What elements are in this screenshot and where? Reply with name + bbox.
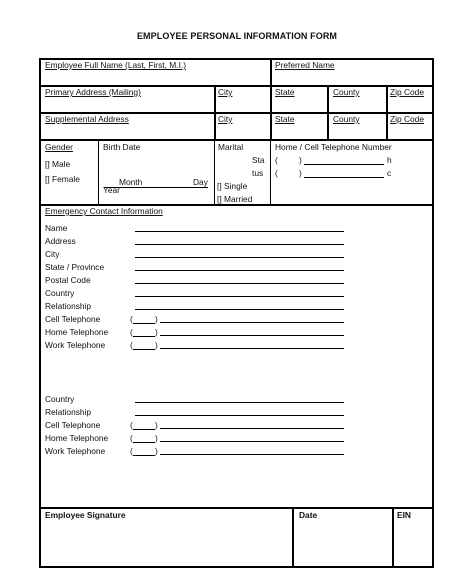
col-divider-birth [98, 139, 99, 205]
ec1-cell-paren-close: ) [155, 314, 158, 324]
ec1-name-line[interactable] [135, 231, 344, 232]
col-divider-city [214, 85, 216, 140]
marital-status-sta: Sta [252, 155, 265, 165]
ec2-cell-area-line[interactable] [133, 429, 155, 430]
year-label: Year [103, 185, 120, 195]
day-label: Day [193, 177, 208, 187]
marital-label: Marital [218, 142, 244, 152]
marital-status-tus: tus [252, 168, 264, 178]
col-divider-county [327, 85, 329, 140]
ec1-home-paren-open: ( [130, 327, 133, 337]
col-divider-marital [214, 139, 215, 205]
ec1-home-paren-close: ) [155, 327, 158, 337]
ec1-city-line[interactable] [135, 257, 344, 258]
emergency-header: Emergency Contact Information [45, 206, 163, 216]
ec2-cell-line[interactable] [160, 428, 344, 429]
home-phone-line[interactable] [304, 164, 384, 165]
male-checkbox[interactable]: [] Male [45, 159, 71, 169]
ec1-postal-line[interactable] [135, 283, 344, 284]
ec2-country-line[interactable] [135, 402, 344, 403]
ec2-cell-paren-close: ) [155, 420, 158, 430]
ec1-country-label: Country [45, 288, 75, 298]
ec1-cell-paren-open: ( [130, 314, 133, 324]
primary-state-label: State [275, 87, 295, 97]
ec2-work-line[interactable] [160, 454, 344, 455]
ec1-state-label: State / Province [45, 262, 105, 272]
primary-city-label: City [218, 87, 233, 97]
birth-date-label: Birth Date [103, 142, 141, 152]
primary-address-label: Primary Address (Mailing) [45, 87, 141, 97]
row-divider-5 [39, 507, 434, 509]
ec1-cell-area-line[interactable] [133, 323, 155, 324]
ec1-cell-label: Cell Telephone [45, 314, 101, 324]
ec2-home-paren-close: ) [155, 433, 158, 443]
ec1-work-paren-close: ) [155, 340, 158, 350]
ec1-relationship-label: Relationship [45, 301, 92, 311]
female-checkbox[interactable]: [] Female [45, 174, 80, 184]
ec2-country-label: Country [45, 394, 75, 404]
cell-phone-line[interactable] [304, 177, 384, 178]
date-label: Date [299, 510, 318, 520]
primary-county-label: County [333, 87, 360, 97]
supplemental-zip-label: Zip Code [390, 114, 424, 124]
col-divider-state [270, 85, 272, 140]
ec2-relationship-line[interactable] [135, 415, 344, 416]
ec1-address-line[interactable] [135, 244, 344, 245]
ec2-home-area-line[interactable] [133, 442, 155, 443]
month-label: Month [119, 177, 143, 187]
ec2-home-line[interactable] [160, 441, 344, 442]
ein-label: EIN [397, 510, 411, 520]
ec1-home-line[interactable] [160, 335, 344, 336]
ec1-postal-label: Postal Code [45, 275, 91, 285]
ec1-state-line[interactable] [135, 270, 344, 271]
col-divider-ein [392, 507, 394, 568]
ec2-home-label: Home Telephone [45, 433, 109, 443]
ec2-cell-label: Cell Telephone [45, 420, 101, 430]
col-divider-date [292, 507, 294, 568]
preferred-name-label: Preferred Name [275, 60, 335, 70]
ec1-name-label: Name [45, 223, 68, 233]
phone-header-label: Home / Cell Telephone Number [275, 142, 392, 152]
primary-zip-label: Zip Code [390, 87, 424, 97]
ec1-country-line[interactable] [135, 296, 344, 297]
employee-signature-label: Employee Signature [45, 510, 126, 520]
home-phone-paren-open: ( [275, 155, 278, 165]
married-checkbox[interactable]: [] Married [217, 194, 253, 204]
cell-phone-suffix: c [387, 168, 392, 178]
ec1-work-label: Work Telephone [45, 340, 106, 350]
home-phone-paren-close: ) [299, 155, 302, 165]
ec2-relationship-label: Relationship [45, 407, 92, 417]
ec1-home-label: Home Telephone [45, 327, 109, 337]
supplemental-city-label: City [218, 114, 233, 124]
cell-phone-paren-close: ) [299, 168, 302, 178]
gender-label: Gender [45, 142, 73, 152]
ec1-work-paren-open: ( [130, 340, 133, 350]
ec2-work-paren-open: ( [130, 446, 133, 456]
supplemental-county-label: County [333, 114, 360, 124]
ec2-work-paren-close: ) [155, 446, 158, 456]
ec1-address-label: Address [45, 236, 76, 246]
form-frame [39, 58, 434, 568]
ec1-cell-line[interactable] [160, 322, 344, 323]
supplemental-state-label: State [275, 114, 295, 124]
col-divider-zip [386, 85, 388, 140]
form-title: EMPLOYEE PERSONAL INFORMATION FORM [136, 31, 338, 41]
full-name-label: Employee Full Name (Last, First, M.I.) [45, 60, 187, 70]
cell-phone-paren-open: ( [275, 168, 278, 178]
ec1-city-label: City [45, 249, 60, 259]
ec1-relationship-line[interactable] [135, 309, 344, 310]
col-divider-phone [270, 139, 271, 205]
supplemental-address-label: Supplemental Address [45, 114, 129, 124]
home-phone-suffix: h [387, 155, 392, 165]
ec2-work-area-line[interactable] [133, 455, 155, 456]
ec2-work-label: Work Telephone [45, 446, 106, 456]
col-divider-r1 [270, 58, 272, 86]
ec2-cell-paren-open: ( [130, 420, 133, 430]
ec2-home-paren-open: ( [130, 433, 133, 443]
single-checkbox[interactable]: [] Single [217, 181, 248, 191]
ec1-work-area-line[interactable] [133, 349, 155, 350]
ec1-work-line[interactable] [160, 348, 344, 349]
ec1-home-area-line[interactable] [133, 336, 155, 337]
